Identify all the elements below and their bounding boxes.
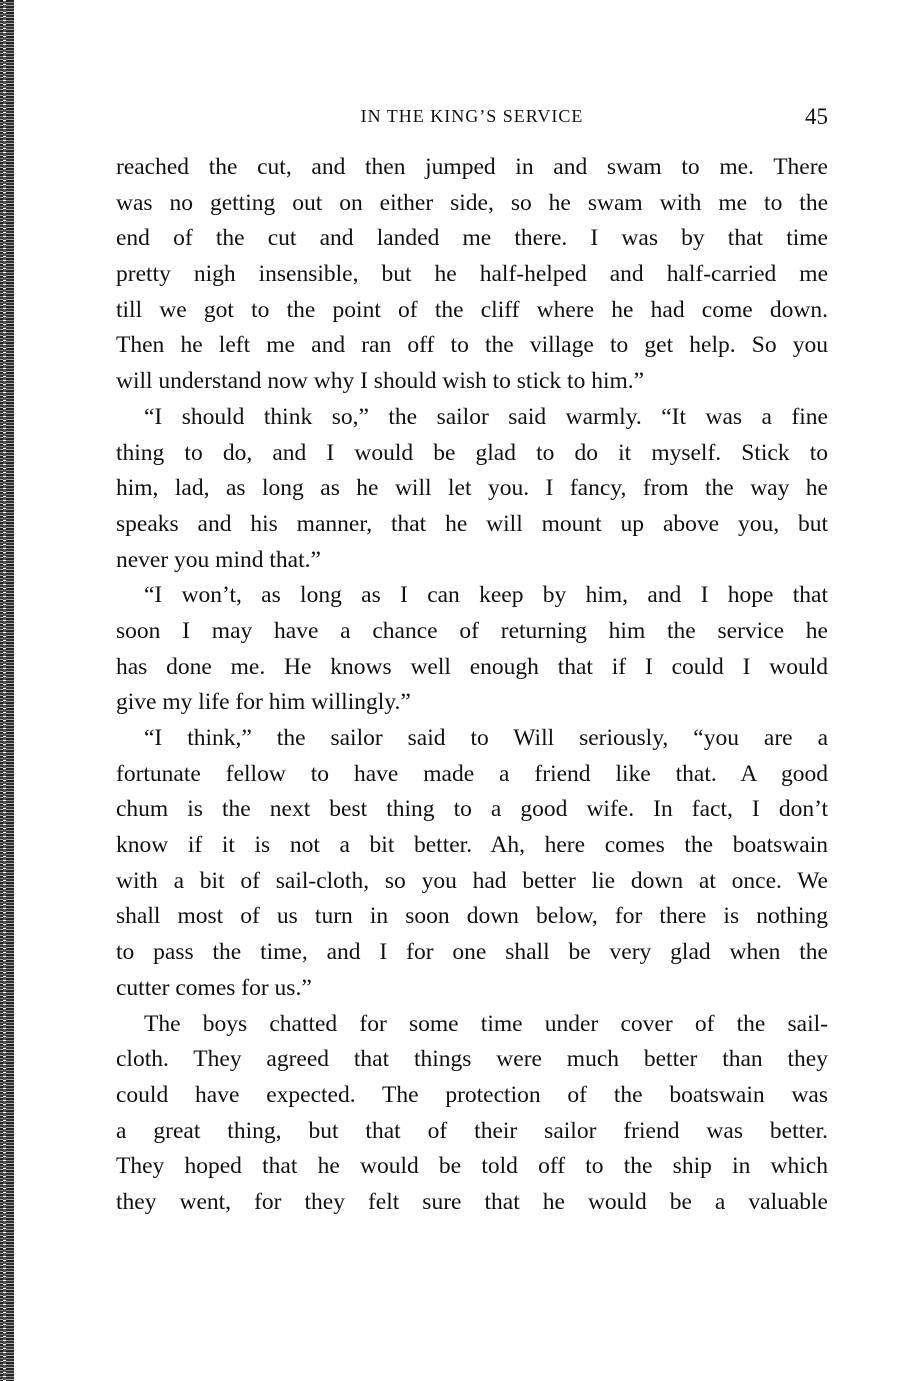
text-line: could have expected. The protection of the boatswain was xyxy=(116,1081,828,1108)
running-head-title: IN THE KING’S SERVICE xyxy=(360,106,584,126)
text-line: with a bit of sail-cloth, so you had better lie down at once. We xyxy=(116,867,828,894)
text-line: “I think,” the sailor said to Will seriously, “you are a xyxy=(144,725,828,751)
running-head xyxy=(116,104,828,130)
text-line: will understand now why I should wish to stick to him.” xyxy=(116,368,645,395)
text-line: him, lad, as long as he will let you. I fancy, from the way he xyxy=(116,475,828,502)
text-line: they went, for they felt sure that he would be a valuable xyxy=(116,1188,828,1215)
text-line: speaks and his manner, that he will mount up above you, but xyxy=(116,510,828,537)
text-line: fortunate fellow to have made a friend like that. A good xyxy=(116,760,828,787)
text-line: Then he left me and ran off to the village to get help. So you xyxy=(116,332,828,359)
text-line: thing to do, and I would be glad to do it myself. Stick to xyxy=(116,439,828,466)
text-line: has done me. He knows well enough that if I could I would xyxy=(116,653,828,680)
text-line: a great thing, but that of their sailor friend was better. xyxy=(116,1117,828,1144)
text-line: cutter comes for us.” xyxy=(116,974,312,1001)
text-line: The boys chatted for some time under cover of the sail- xyxy=(144,1010,828,1037)
text-line: know if it is not a bit better. Ah, here comes the boatswain xyxy=(116,832,828,859)
text-line: end of the cut and landed me there. I was by that time xyxy=(116,225,828,252)
text-line: shall most of us turn in soon down below, for there is nothing xyxy=(116,903,828,930)
body-text xyxy=(116,150,828,1221)
text-line: chum is the next best thing to a good wife. In fact, I don’t xyxy=(116,796,828,823)
text-line: soon I may have a chance of returning him the service he xyxy=(116,617,828,644)
text-line: They hoped that he would be told off to the ship in which xyxy=(116,1153,828,1180)
text-line: to pass the time, and I for one shall be very glad when the xyxy=(116,939,828,966)
text-line: give my life for him willingly.” xyxy=(116,689,411,716)
book-binding-edge xyxy=(0,0,14,1381)
text-line: cloth. They agreed that things were much better than they xyxy=(116,1046,828,1073)
text-line: pretty nigh insensible, but he half-helped and half-carried me xyxy=(116,261,828,288)
text-line: till we got to the point of the cliff where he had come down. xyxy=(116,296,828,323)
text-line: was no getting out on either side, so he swam with me to the xyxy=(116,189,828,216)
text-line: “I won’t, as long as I can keep by him, and I hope that xyxy=(144,582,828,609)
page-number: 45 xyxy=(805,104,828,129)
text-line: reached the cut, and then jumped in and swam to me. There xyxy=(116,154,828,180)
text-line: “I should think so,” the sailor said warmly. “It was a fine xyxy=(144,403,828,430)
text-line: never you mind that.” xyxy=(116,546,321,573)
